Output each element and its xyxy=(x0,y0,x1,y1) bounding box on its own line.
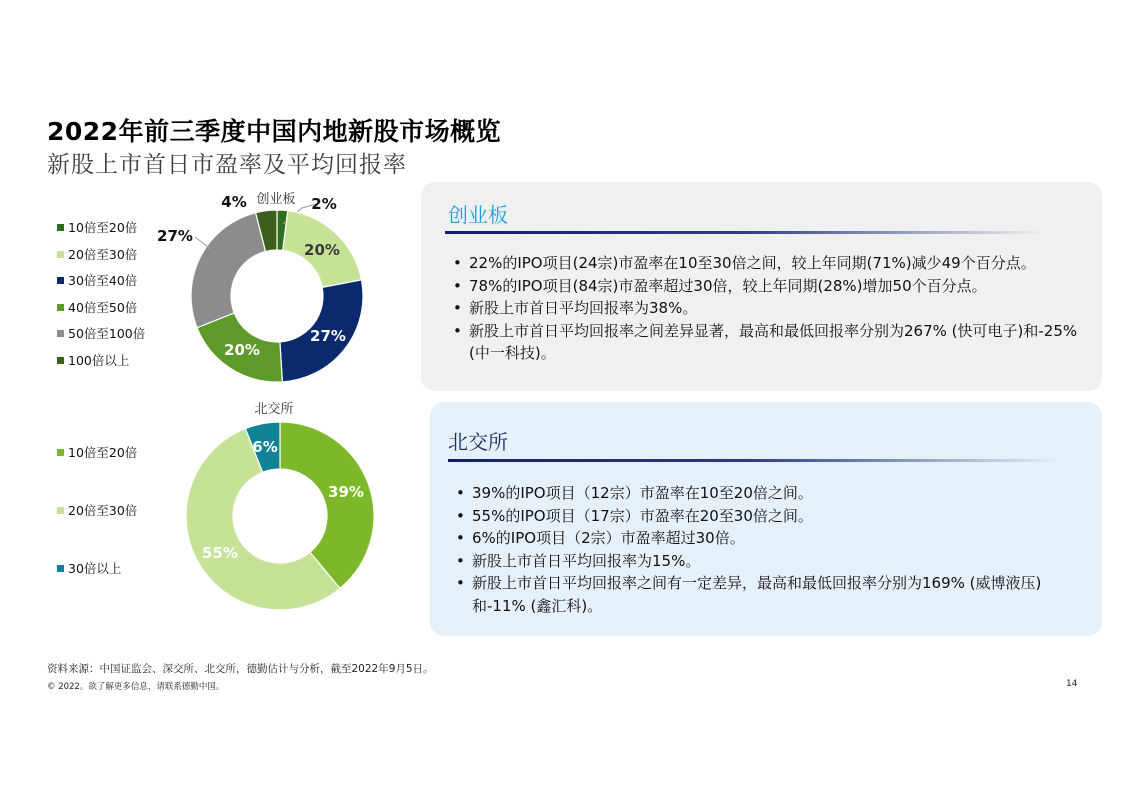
bullet-item: • 39%的IPO项目（12宗）市盈率在10至20倍之间。 xyxy=(456,482,1086,505)
slice-value-label: 55% xyxy=(202,544,238,562)
legend-label: 30倍以上 xyxy=(68,561,122,576)
legend-label: 40倍至50倍 xyxy=(68,300,138,315)
slice-value-label: 39% xyxy=(328,483,364,501)
slice-value-label: 20% xyxy=(224,341,260,359)
donut-slice xyxy=(191,213,266,328)
slice-value-label: 20% xyxy=(304,241,340,259)
slice-value-label: 27% xyxy=(157,227,193,245)
bse-panel xyxy=(430,402,1102,636)
bullet-item: • 55%的IPO项目（17宗）市盈率在20至30倍之间。 xyxy=(456,505,1086,528)
bse-donut xyxy=(186,402,374,610)
slice-value-label: 27% xyxy=(310,327,346,345)
bullet-item: • 新股上市首日平均回报率之间差异显著，最高和最低回报率分别为267% (快可电子)和-25% (中一科技)。 xyxy=(453,320,1083,365)
bullet-item: • 新股上市首日平均回报率之间有一定差异，最高和最低回报率分别为169% (威博液压)和-11% (鑫汇科)。 xyxy=(456,572,1086,617)
legend-label: 10倍至20倍 xyxy=(68,220,138,235)
panel-divider xyxy=(445,231,1045,234)
legend-label: 30倍至40倍 xyxy=(68,273,138,288)
chinext-panel xyxy=(421,182,1102,391)
slice-value-label: 2% xyxy=(311,195,337,213)
page-subtitle: 新股上市首日市盈率及平均回报率 xyxy=(47,152,407,178)
page-number: 14 xyxy=(1066,679,1078,689)
chart-title: 创业板 xyxy=(256,192,296,207)
legend-label: 50倍至100倍 xyxy=(68,326,146,341)
chart-title: 北交所 xyxy=(254,402,294,417)
slice-value-label: 6% xyxy=(252,438,278,456)
panel-divider xyxy=(448,459,1058,462)
legend-label: 20倍至30倍 xyxy=(68,503,138,518)
bullet-item: • 6%的IPO项目（2宗）市盈率超过30倍。 xyxy=(456,527,1086,550)
page-title: 2022年前三季度中国内地新股市场概览 xyxy=(47,117,502,146)
chinext-bullet-list xyxy=(453,252,1083,365)
bullet-item: • 22%的IPO项目(24宗)市盈率在10至30倍之间，较上年同期(71%)减少49个百分点。 xyxy=(453,252,1083,275)
footer-copyright: © 2022。欲了解更多信息，请联系德勤中国。 xyxy=(47,682,225,692)
legend-label: 10倍至20倍 xyxy=(68,445,138,460)
bullet-item: • 78%的IPO项目(84宗)市盈率超过30倍，较上年同期(28%)增加50个百分点。 xyxy=(453,275,1083,298)
panel-title: 北交所 xyxy=(448,430,508,454)
legend-label: 20倍至30倍 xyxy=(68,247,138,262)
panel-title: 创业板 xyxy=(448,203,508,227)
bullet-item: • 新股上市首日平均回报率为15%。 xyxy=(456,550,1086,573)
slice-value-label: 4% xyxy=(221,193,247,211)
legend-label: 100倍以上 xyxy=(68,353,130,368)
bse-bullet-list xyxy=(456,482,1086,617)
footer-source: 资料来源：中国证监会、深交所、北交所，德勤估计与分析，截至2022年9月5日。 xyxy=(47,663,434,675)
chinext-donut xyxy=(157,191,363,382)
bullet-item: • 新股上市首日平均回报率为38%。 xyxy=(453,297,1083,320)
